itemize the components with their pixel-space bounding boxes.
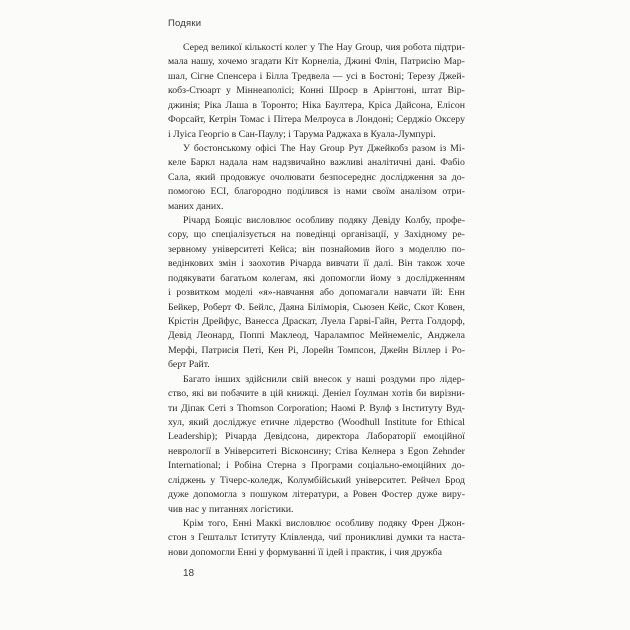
text-line: і Луіса Георгіо в Сан-Паулу; і Тарума Раджаха в Куала-Лумпурі. <box>168 128 436 140</box>
text-line: Крім того, Енні Маккі висловлює особливу подяку Френ Джон- <box>183 517 465 529</box>
page-number: 18 <box>183 568 195 579</box>
text-line: кобз-Стюарт у Міннеаполісі; Конні Шроєр в Арінгтоні, штат Вір- <box>168 85 465 97</box>
text-line: Сала, який продовжує очолювати безпосереднє дослідження за до- <box>168 171 465 183</box>
text-line: ти Діпак Сеті з Thomson Corporation; Наомі Р. Вулф з Інституту Вуд- <box>168 402 465 414</box>
text-line: Річард Бояціс висловлює особливу подяку Девіду Колбу, профе- <box>183 215 465 227</box>
text-line: Форсайт, Кетрін Томас і Пітера Мелроуса в Лондоні; Серджіо Оксеру <box>168 114 465 126</box>
text-line: зервному університеті Кейса; він познайомив його з моделлю по- <box>168 243 465 255</box>
text-line: маних даних. <box>168 200 224 212</box>
text-line: і розвитком моделі «я»-навчання або допомагали навчати їй: Енн <box>168 287 465 299</box>
text-line: сліджень у Тічерс-коледж, Колумбійський університет. Рейчел Брод <box>168 474 465 486</box>
text-line: дуже допомогла з пошуком літератури, а Ровен Фостер дуже виру- <box>168 489 465 501</box>
text-line: У бостонському офісі The Hay Group Рут Джейкобз разом із Мі- <box>183 142 465 154</box>
text-line: Крістін Дрейфус, Ванесса Драскат, Луела Гарві-Гайн, Ретта Голдорф, <box>168 316 465 328</box>
text-line: Багато інших здійснили свій внесок у наші роздуми про лідер- <box>183 373 465 385</box>
text-line: хул, який досліджує етичне лідерство (Woodhull Institute for Ethical <box>168 416 465 428</box>
text-line: Бейкер, Роберт Ф. Бейлс, Даяна Біліморія, Сьюзен Кейс, Скот Ковен, <box>168 301 465 313</box>
text-line: Серед великої кількості колег у The Hay Group, чия робота підтри- <box>183 42 465 53</box>
text-line: нови допомогли Енні у формуванні її ідей і практик, і чия дружба <box>168 546 442 558</box>
paragraph <box>168 214 465 373</box>
text-line: ведінкових змін і заохотив Річарда вивчати її далі. Він також хоче <box>168 258 465 270</box>
text-line: берт Райт. <box>168 359 210 371</box>
text-line: шал, Сігне Спенсера і Білла Тредвела — усі в Бостоні; Терезу Джей- <box>168 70 465 82</box>
text-line: мала нашу, хочемо згадати Кіт Корнеліа, Джині Флін, Патрисію Мар- <box>168 56 465 68</box>
text-line: джинія; Ріка Лаша в Торонто; Ніка Баултера, Кріса Дайсона, Елісон <box>168 99 465 111</box>
paragraph <box>168 373 465 517</box>
text-line: Девід Леонард, Поппі Маклеод, Чаралампос Мейнемеліс, Анджела <box>168 330 465 342</box>
text-line: International; і Робіна Стерна з Програми соціально-емоційних до- <box>168 460 465 472</box>
text-line: сору, що спеціалізується на поведінці організації, у Західному ре- <box>168 229 465 241</box>
paragraph <box>168 517 465 560</box>
text-line: ство, які ви побачите в цій книжці. Деніел Ґоулман хотів би вирізни- <box>168 388 465 400</box>
text-line: подякувати багатьом колегам, які допомогли йому з дослідженням <box>168 272 465 284</box>
paragraph <box>168 41 465 142</box>
text-line: помогою ECI, благородно поділився із нами своїм аналізом отри- <box>168 186 465 198</box>
running-header: Подяки <box>168 18 202 29</box>
paragraph <box>168 142 465 214</box>
text-line: Leadership); Річарда Девідсона, директора Лабораторії емоційної <box>168 431 465 443</box>
text-column <box>168 41 465 560</box>
text-line: стон з Гештальт Іституту Клівленда, чиї проникливі думки та наста- <box>168 532 465 544</box>
text-line: Мерфі, Патрисія Петі, Кен Рі, Лорейн Томпсон, Джейн Віллер і Ро- <box>168 344 465 356</box>
text-line: чив нас у питаннях логістики. <box>168 503 294 515</box>
text-line: неврології в Університеті Вісконсину; Стіва Келнера з Egon Zehnder <box>168 445 465 457</box>
text-line: келе Баркл надала нам надзвичайно важливі аналітичні дані. Фабіо <box>168 157 465 169</box>
